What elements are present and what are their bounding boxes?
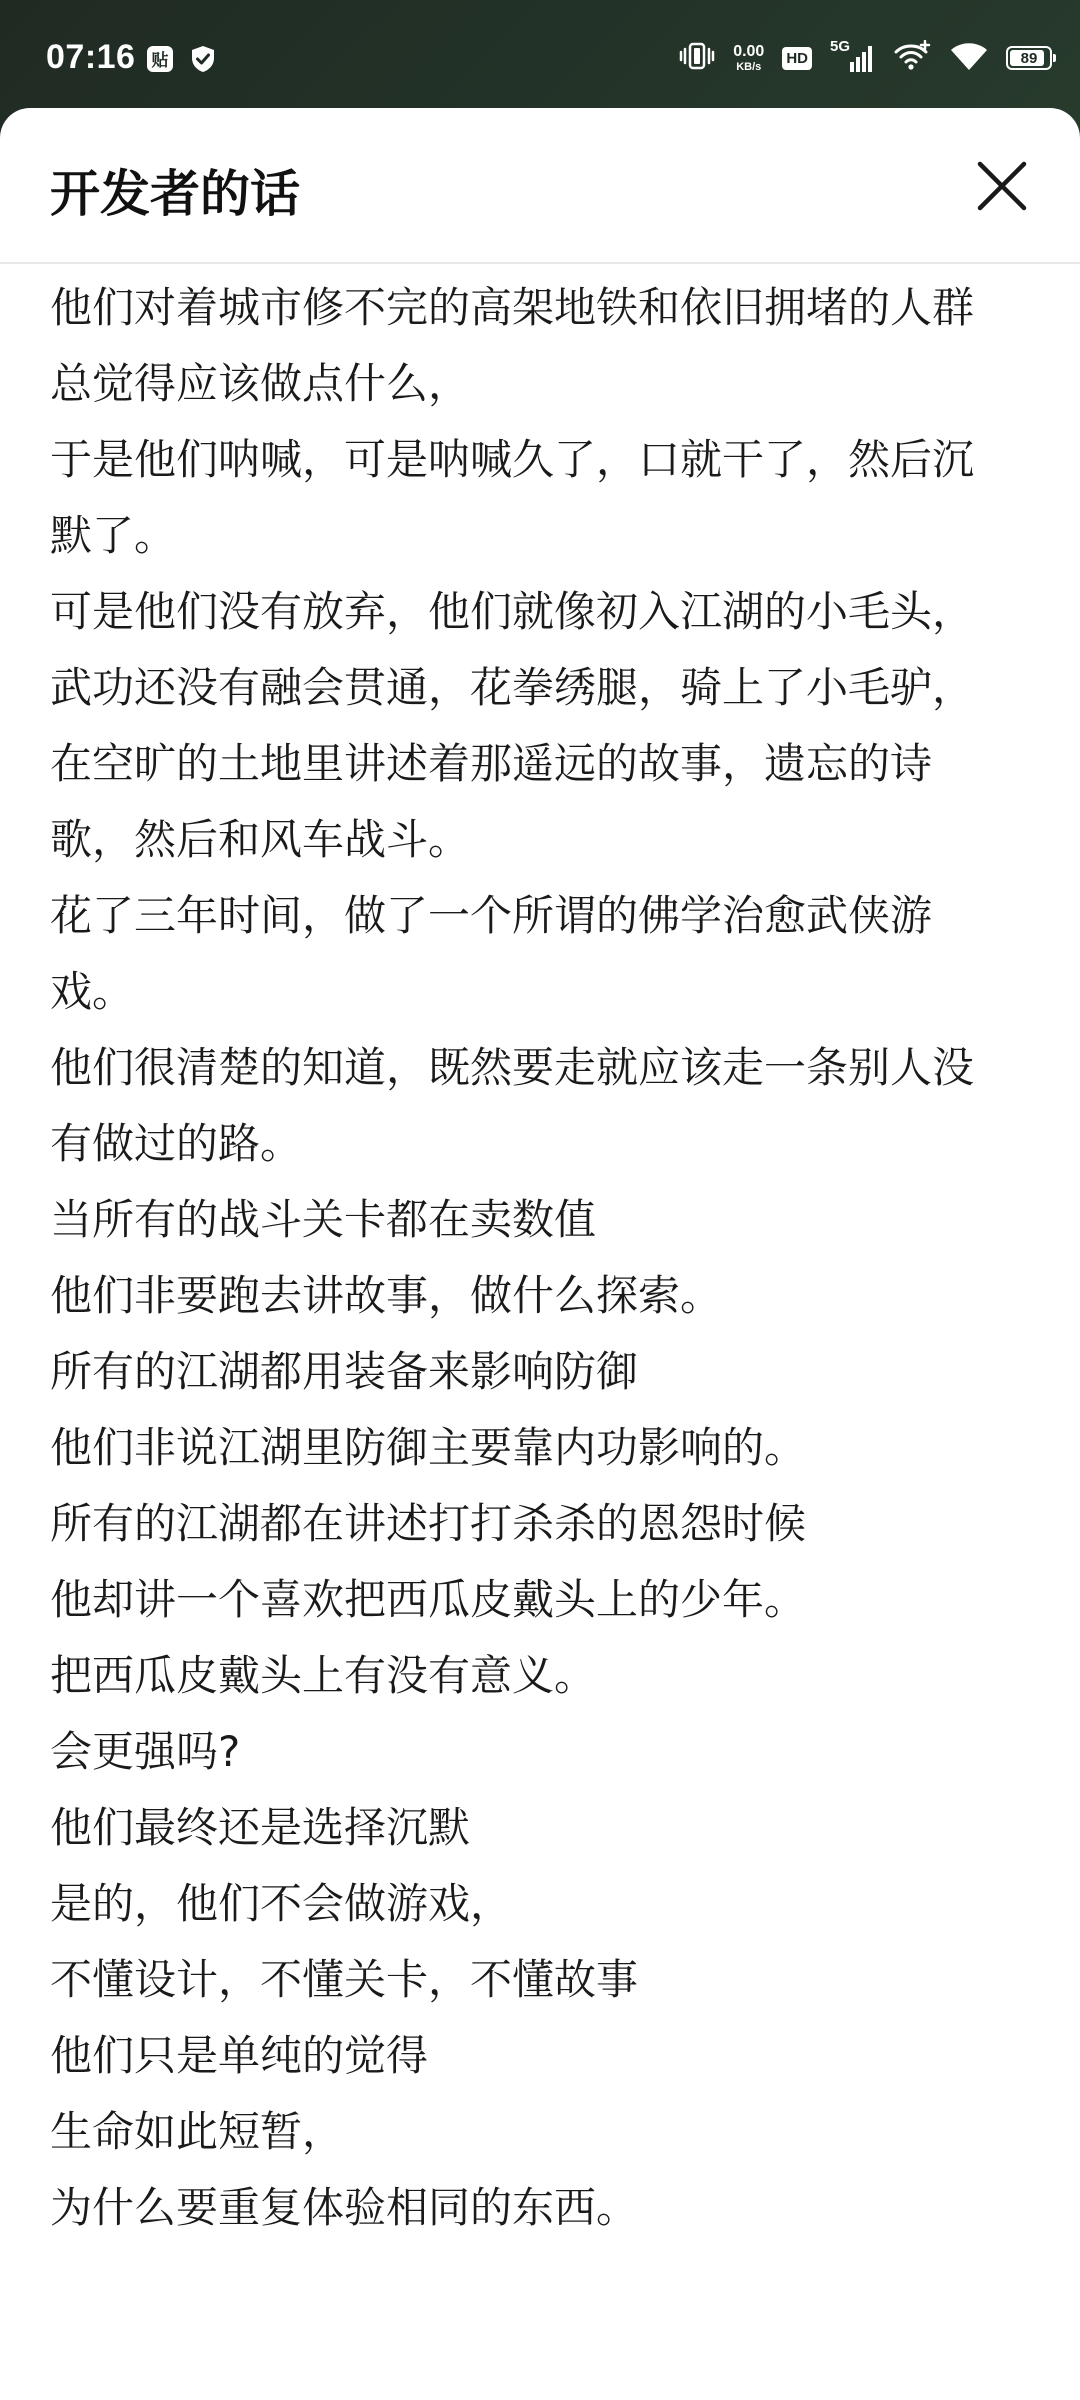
article-paragraph: 为什么要重复体验相同的东西。 [50,2183,639,2232]
status-bar [0,0,1080,110]
network-speed-value: 0.00 [733,42,765,60]
article-paragraph: 不懂设计，不懂关卡，不懂故事 [50,1955,639,2004]
network-speed-unit: KB/s [736,60,762,73]
article-paragraph: 于是他们呐喊，可是呐喊久了，口就干了，然后沉默了。 [50,435,975,560]
close-icon [974,158,1030,214]
article-paragraph: 会更强吗? [50,1727,241,1776]
developer-notes-sheet [0,108,1080,2400]
sticker-icon [145,44,175,78]
network-speed [733,44,764,73]
svg-text:贴: 贴 [151,51,169,71]
article-paragraph: 他们只是单纯的觉得 [50,2031,429,2080]
status-left-icons [145,44,217,78]
article-paragraph: 是的，他们不会做游戏， [50,1879,513,1928]
article-paragraph: 花了三年时间，做了一个所谓的佛学治愈武侠游戏。 [50,891,933,1016]
article-paragraph: 他们非要跑去讲故事，做什么探索。 [50,1271,723,1320]
signal-icon [830,38,874,74]
battery-level: 89 [1020,49,1038,67]
article-paragraph: 他却讲一个喜欢把西瓜皮戴头上的少年。 [50,1575,807,1624]
article-paragraph: 他们最终还是选择沉默 [50,1803,471,1852]
vibrate-icon [679,41,715,75]
article-paragraph: 在空旷的土地里讲述着那遥远的故事，遗忘的诗歌，然后和风车战斗。 [50,739,933,864]
close-button[interactable] [966,150,1038,222]
hd-badge: HD [782,47,812,70]
article-paragraph: 把西瓜皮戴头上有没有意义。 [50,1651,597,1700]
status-time: 07:16 [46,38,136,76]
article-paragraph: 当所有的战斗关卡都在卖数值 [50,1195,597,1244]
article-body [50,270,1010,2246]
article-paragraph: 生命如此短暂， [50,2107,345,2156]
battery-icon [1006,46,1052,70]
page-title: 开发者的话 [50,165,300,223]
sheet-header [0,108,1080,264]
article-paragraph: 他们对着城市修不完的高架地铁和依旧拥堵的人群总觉得应该做点什么， [50,283,975,408]
wifi-calling-icon [892,40,932,76]
wifi-icon [950,40,988,76]
article-paragraph: 可是他们没有放弃，他们就像初入江湖的小毛头，武功还没有融会贯通，花拳绣腿，骑上了小毛驴， [50,587,975,712]
article-paragraph: 所有的江湖都在讲述打打杀杀的恩怨时候 [50,1499,807,1548]
shield-check-icon [189,44,217,78]
network-type-label: 5G [830,38,851,55]
article-paragraph: 他们很清楚的知道，既然要走就应该走一条别人没有做过的路。 [50,1043,975,1168]
article-paragraph: 他们非说江湖里防御主要靠内功影响的。 [50,1423,807,1472]
status-right-icons [679,40,1052,76]
article-paragraph: 所有的江湖都用装备来影响防御 [50,1347,639,1396]
